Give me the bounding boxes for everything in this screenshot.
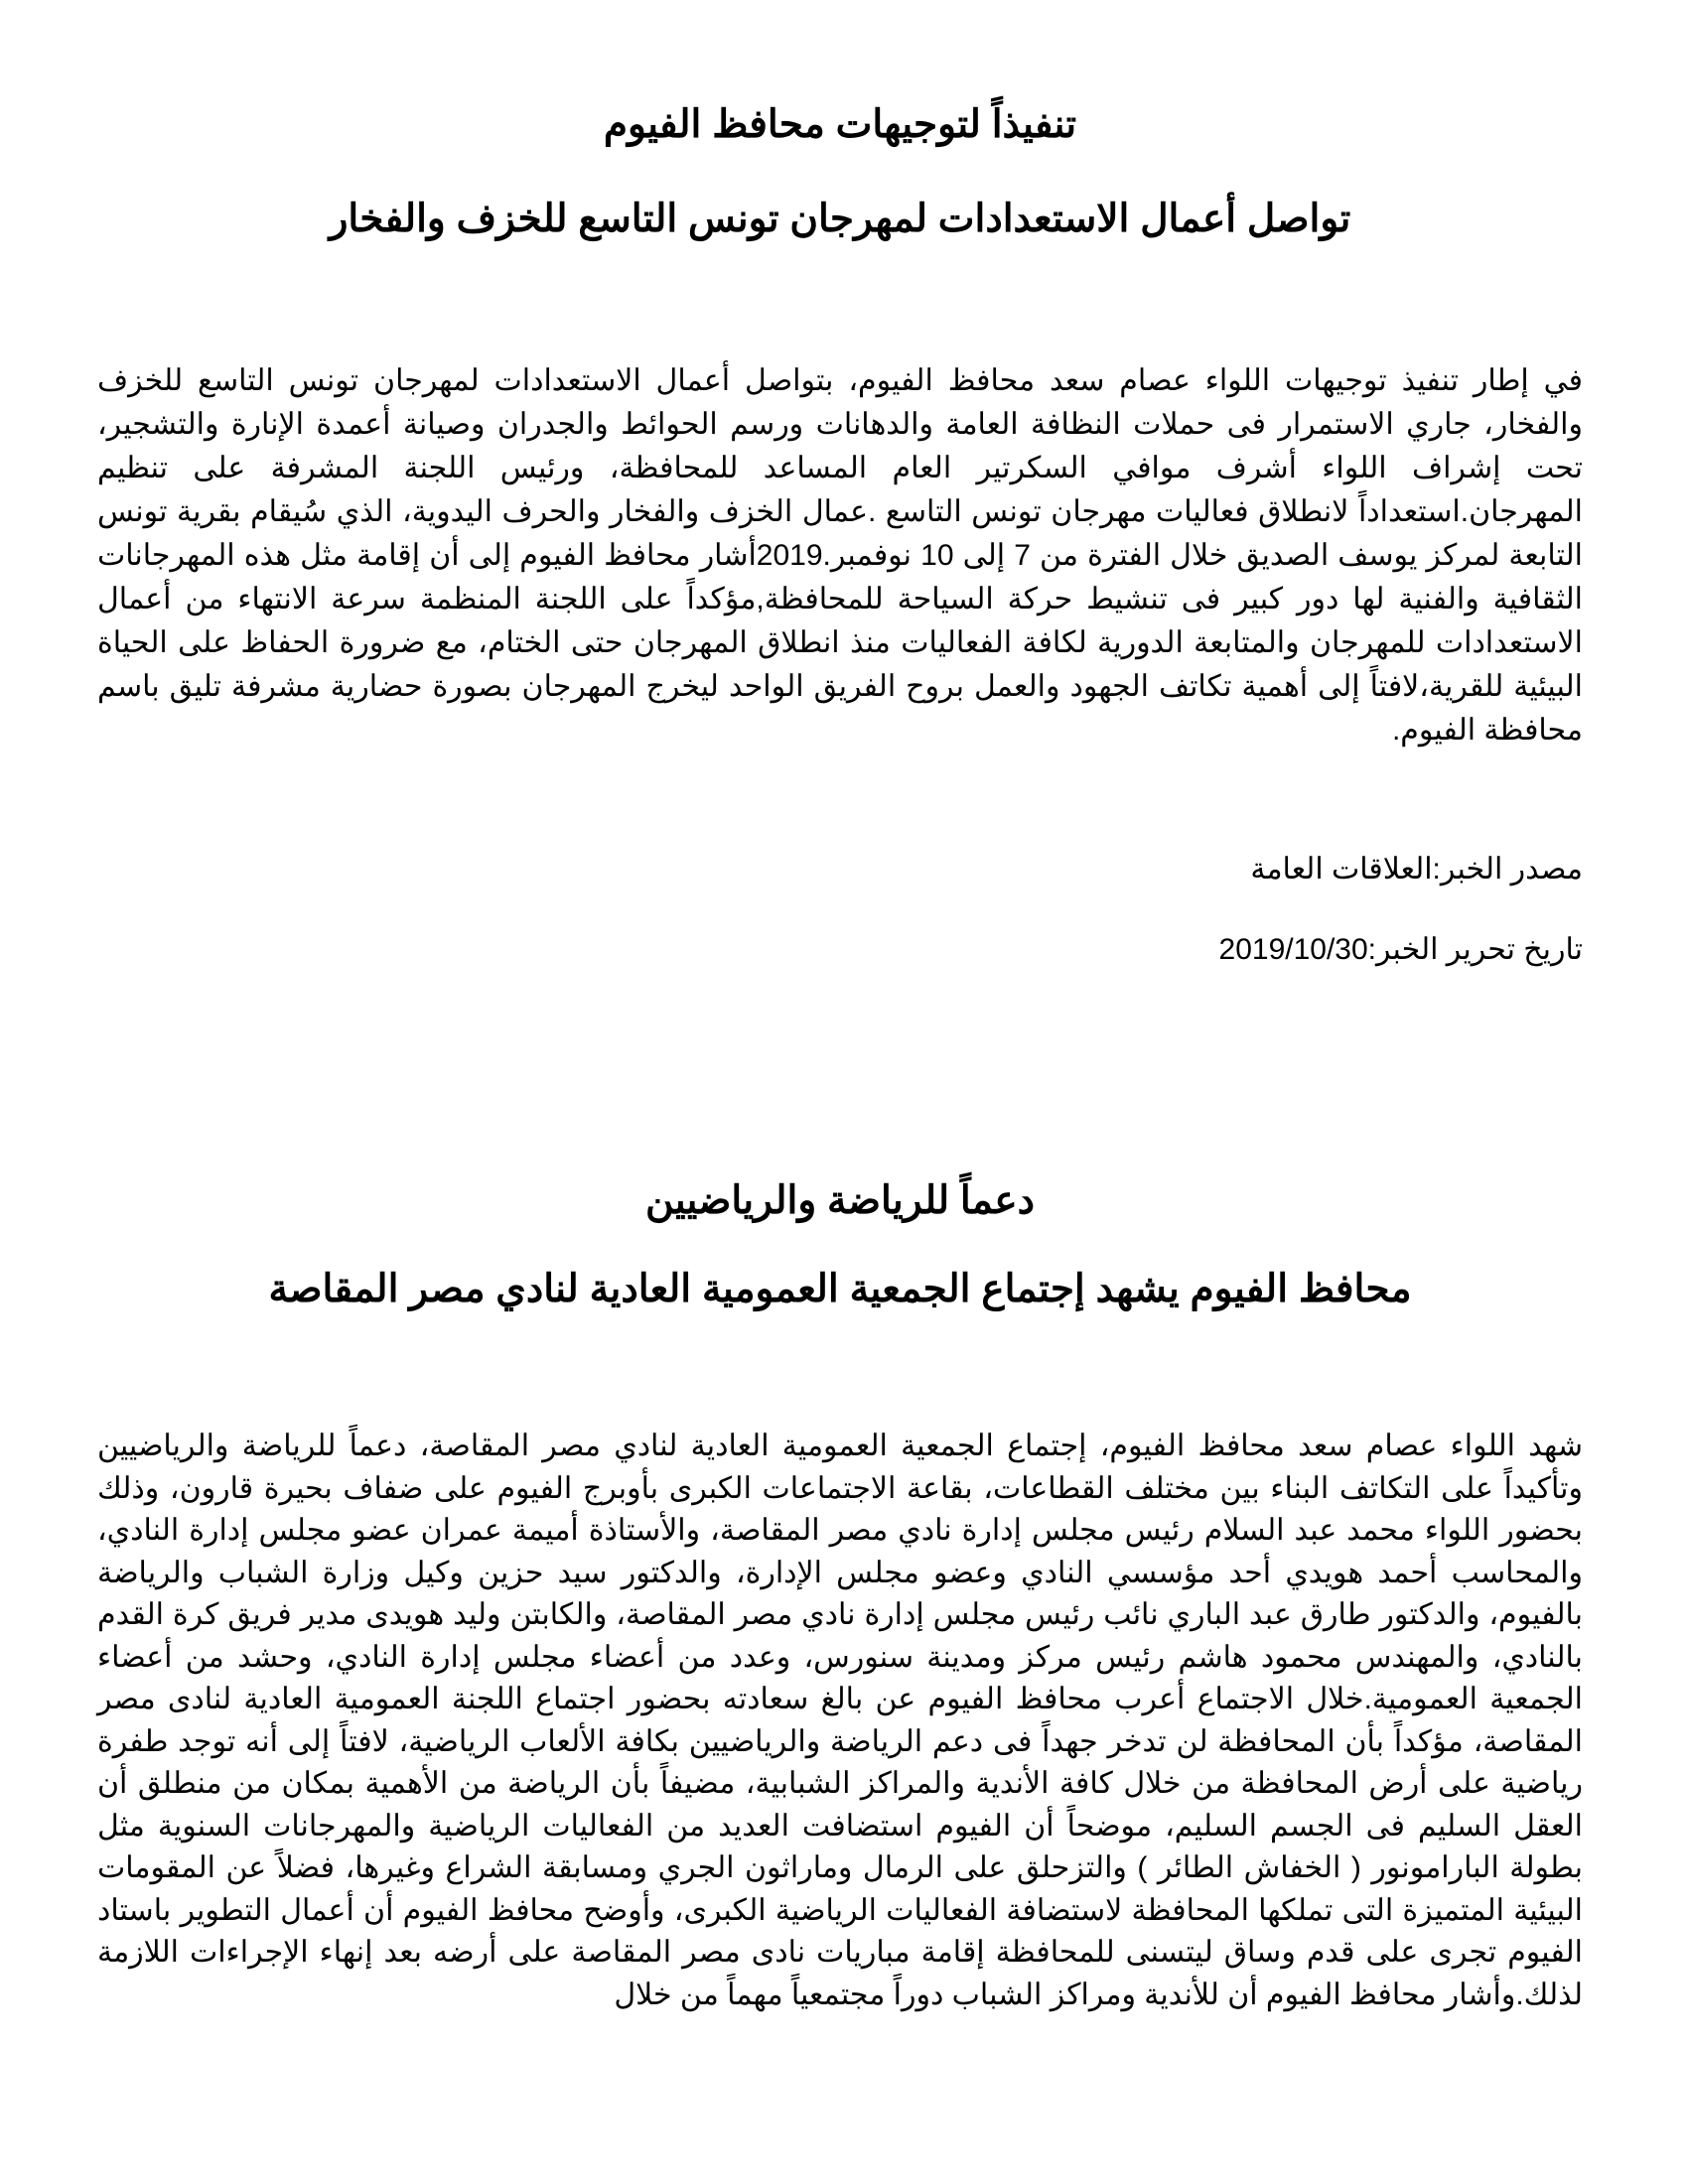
news-date: تاريخ تحرير الخبر:2019/10/30 xyxy=(1218,933,1583,966)
article-headline: تواصل أعمال الاستعدادات لمهرجان تونس التاسع للخزف والفخار xyxy=(329,198,1351,240)
article-fayoum-festival xyxy=(97,0,1583,993)
article-body: في إطار تنفيذ توجيهات اللواء عصام سعد محافظ الفيوم، بتواصل أعمال الاستعدادات لمهرجان تونس التاسع للخزف والفخار، جاري الاستمرار فى حملات النظافة العامة والدهانات ورسم الحوائط والجدران وصيانة أعمدة الإنارة والتشجير، تحت إشراف اللواء أشرف موافي السكرتير العام المساعد للمحافظة، ورئيس اللجنة المشرفة على تنظيم المهرجان.استعداداً لانطلاق فعاليات مهرجان تونس التاسع .عمال الخزف والفخار والحرف اليدوية، الذي سُيقام بقرية تونس التابعة لمركز يوسف الصديق خلال الفترة من 7 إلى 10 نوفمبر.2019أشار محافظ الفيوم إلى أن إقامة مثل هذه المهرجانات الثقافية والفنية لها دور كبير فى تنشيط حركة السياحة للمحافظة,مؤكداً على اللجنة المنظمة سرعة الانتهاء من أعمال الاستعدادات للمهرجان والمتابعة الدورية لكافة الفعاليات منذ انطلاق المهرجان حتى الختام، مع ضرورة الحفاظ على الحياة البيئية للقرية،لافتاً إلى أهمية تكاتف الجهود والعمل بروح الفريق الواحد ليخرج المهرجان بصورة حضارية مشرفة تليق باسم محافظة الفيوم. xyxy=(97,364,1583,747)
article-headline: محافظ الفيوم يشهد إجتماع الجمعية العمومية العادية لنادي مصر المقاصة xyxy=(268,1268,1412,1310)
article-body: شهد اللواء عصام سعد محافظ الفيوم، إجتماع الجمعية العمومية العادية لنادي مصر المقاصة، دعماً للرياضة والرياضيين وتأكيداً على التكاتف البناء بين مختلف القطاعات، بقاعة الاجتماعات الكبرى بأوبرج الفيوم على ضفاف بحيرة قارون، وذلك بحضور اللواء محمد عبد السلام رئيس مجلس إدارة نادي مصر المقاصة، والأستاذة أميمة عمران عضو مجلس إدارة النادي، والمحاسب أحمد هويدي أحد مؤسسي النادي وعضو مجلس الإدارة، والدكتور سيد حزين وكيل وزارة الشباب والرياضة بالفيوم، والدكتور طارق عبد الباري نائب رئيس مجلس إدارة نادي مصر المقاصة، والكابتن وليد هويدى مدير فريق كرة القدم بالنادي، والمهندس محمود هاشم رئيس مركز ومدينة سنورس، وعدد من أعضاء مجلس إدارة النادي، وحشد من أعضاء الجمعية العمومية.خلال الاجتماع أعرب محافظ الفيوم عن بالغ سعادته بحضور اجتماع اللجنة العمومية العادية لنادى مصر المقاصة، مؤكداً بأن المحافظة لن تدخر جهداً فى دعم الرياضة والرياضيين بكافة الألعاب الرياضية، لافتاً إلى أنه توجد طفرة رياضية على أرض المحافظة من خلال كافة الأندية والمراكز الشبابية، مضيفاً بأن الرياضة من الأهمية بمكان من منطلق أن العقل السليم فى الجسم السليم، موضحاً أن الفيوم استضافت العديد من الفعاليات الرياضية والمهرجانات السنوية مثل بطولة البارامونور ( الخفاش الطائر ) والتزحلق على الرمال وماراثون الجري ومسابقة الشراع وغيرها، فضلاً عن المقومات البيئية المتميزة التى تملكها المحافظة لاستضافة الفعاليات الرياضية الكبرى، وأوضح محافظ الفيوم أن أعمال التطوير باستاد الفيوم تجرى على قدم وساق ليتسنى للمحافظة إقامة مباريات نادى مصر المقاصة على أرضه بعد إنهاء الإجراءات اللازمة لذلك.وأشار محافظ الفيوم أن للأندية ومراكز الشباب دوراً مجتمعياً مهماً من خلال xyxy=(97,1430,1583,2011)
news-source: مصدر الخبر:العلاقات العامة xyxy=(1250,853,1583,886)
article-maqasa-assembly xyxy=(97,993,1583,2184)
article-kicker: تنفيذاً لتوجيهات محافظ الفيوم xyxy=(603,103,1077,146)
article-kicker: دعماً للرياضة والرياضيين xyxy=(645,1179,1035,1222)
